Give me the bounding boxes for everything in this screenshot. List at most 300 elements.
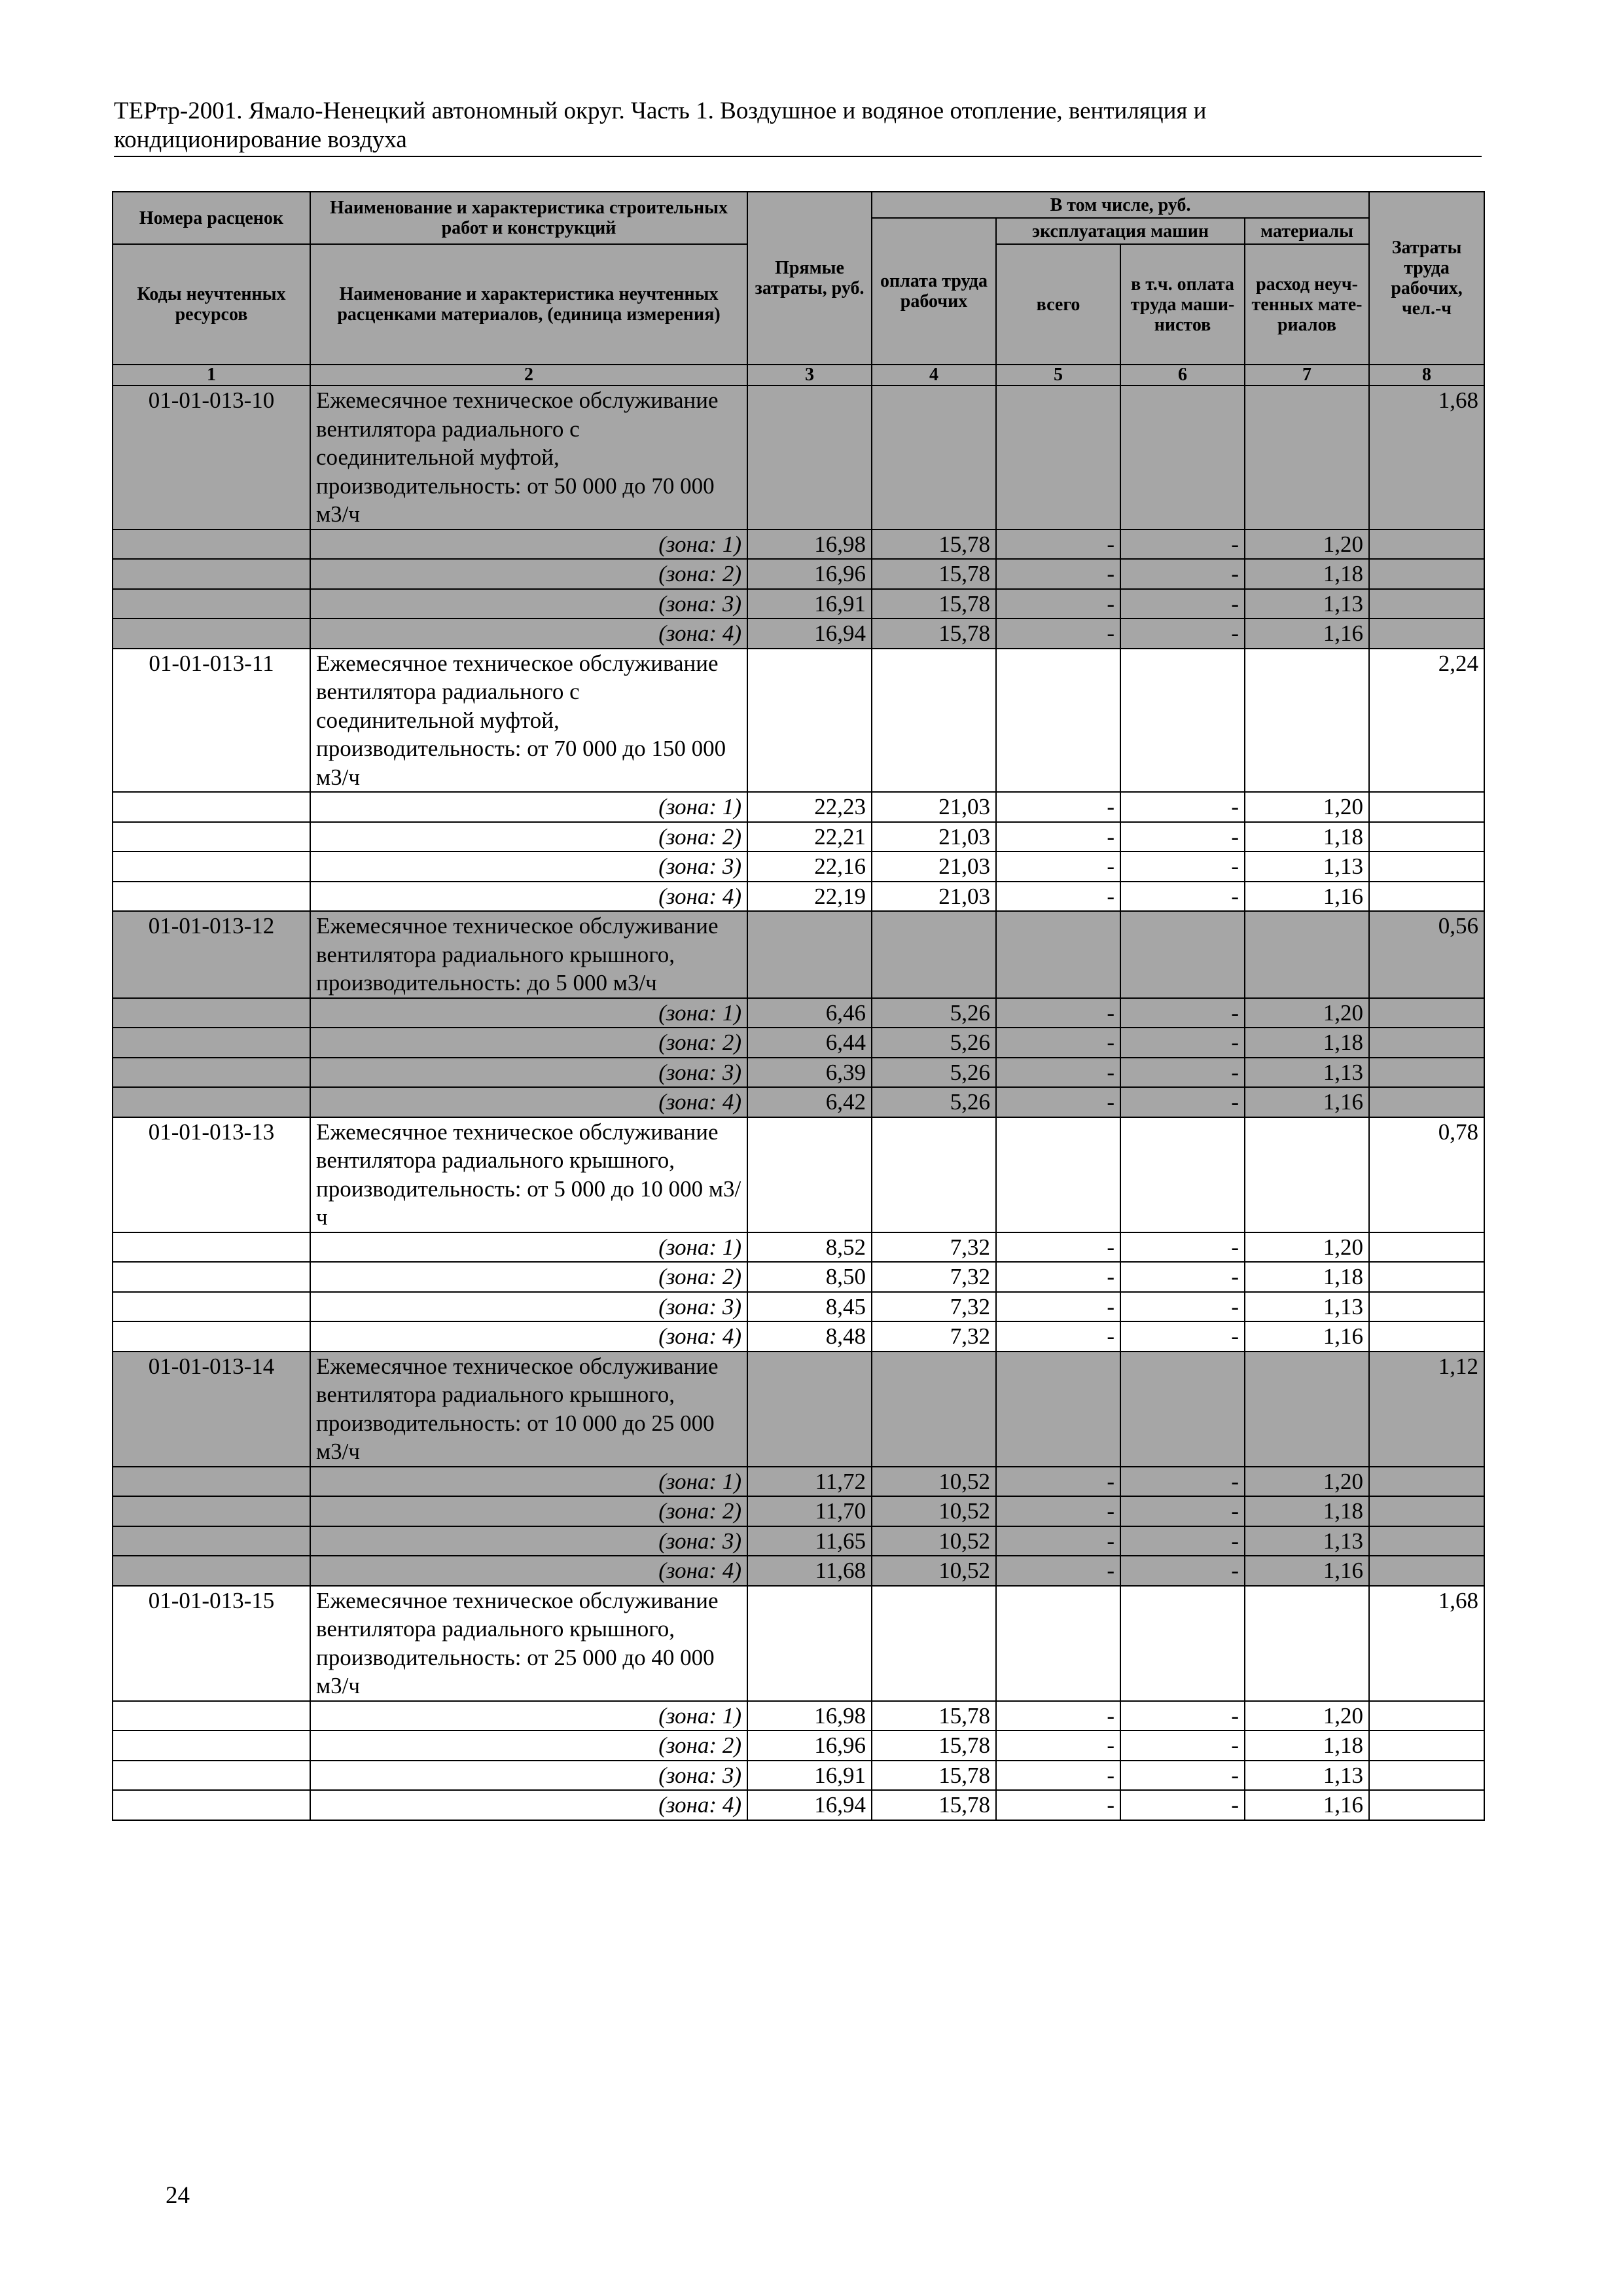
empty-cell <box>996 1117 1120 1232</box>
zone-label: (зона: 4) <box>310 882 747 912</box>
zone-label: (зона: 3) <box>310 1761 747 1791</box>
machines-total-value: - <box>996 1321 1120 1352</box>
empty-cell <box>1120 1117 1245 1232</box>
header-labor-pay: оплата труда рабочих <box>872 218 996 365</box>
empty-cell <box>113 882 310 912</box>
materials-value: 1,18 <box>1245 1028 1369 1058</box>
empty-cell <box>113 1232 310 1263</box>
empty-cell <box>1369 529 1484 560</box>
empty-cell <box>1245 1586 1369 1701</box>
rate-name-row <box>113 1352 1484 1467</box>
table-header <box>113 192 1484 386</box>
empty-cell <box>872 911 996 998</box>
rate-entry <box>113 1352 1484 1586</box>
direct-cost-value: 16,94 <box>747 1790 872 1820</box>
materials-value: 1,13 <box>1245 1526 1369 1556</box>
materials-value: 1,18 <box>1245 822 1369 852</box>
header-title-line-1: ТЕРтр-2001. Ямало-Ненецкий автономный округ. Часть 1. Воздушное и водяное отопление, вентиляция и <box>114 98 1207 124</box>
empty-cell <box>1120 1586 1245 1701</box>
empty-cell <box>1369 1790 1484 1820</box>
zone-row <box>113 1321 1484 1352</box>
machinist-pay-value: - <box>1120 1761 1245 1791</box>
direct-cost-value: 22,16 <box>747 852 872 882</box>
machinist-pay-value: - <box>1120 589 1245 619</box>
empty-cell <box>113 998 310 1028</box>
empty-cell <box>996 911 1120 998</box>
direct-cost-value: 8,50 <box>747 1262 872 1292</box>
zone-row <box>113 1790 1484 1820</box>
machinist-pay-value: - <box>1120 529 1245 560</box>
empty-cell <box>1245 386 1369 529</box>
direct-cost-value: 6,44 <box>747 1028 872 1058</box>
empty-cell <box>1245 1117 1369 1232</box>
empty-cell <box>113 1496 310 1526</box>
empty-cell <box>1369 1232 1484 1263</box>
column-number: 4 <box>872 365 996 386</box>
direct-cost-value: 8,48 <box>747 1321 872 1352</box>
header-machines: эксплуатация машин <box>996 218 1245 244</box>
empty-cell <box>113 559 310 589</box>
machines-total-value: - <box>996 1731 1120 1761</box>
zone-label: (зона: 2) <box>310 1028 747 1058</box>
machines-total-value: - <box>996 1232 1120 1263</box>
machinist-pay-value: - <box>1120 1496 1245 1526</box>
direct-cost-value: 8,45 <box>747 1292 872 1322</box>
header-direct-costs: Прямые затраты, руб. <box>747 192 872 365</box>
header-rate-numbers: Номера расценок <box>113 192 310 244</box>
empty-cell <box>996 1586 1120 1701</box>
machines-total-value: - <box>996 1701 1120 1731</box>
labor-pay-value: 10,52 <box>872 1556 996 1586</box>
empty-cell <box>1120 911 1245 998</box>
materials-value: 1,13 <box>1245 852 1369 882</box>
materials-value: 1,13 <box>1245 1761 1369 1791</box>
zone-row <box>113 882 1484 912</box>
machines-total-value: - <box>996 619 1120 649</box>
empty-cell <box>872 386 996 529</box>
empty-cell <box>1369 619 1484 649</box>
machinist-pay-value: - <box>1120 1232 1245 1263</box>
empty-cell <box>113 1058 310 1088</box>
column-number: 2 <box>310 365 747 386</box>
direct-cost-value: 6,42 <box>747 1087 872 1117</box>
empty-cell <box>1369 822 1484 852</box>
empty-cell <box>1120 1352 1245 1467</box>
rate-description: Ежемесячное техническое обслуживание вентилятора радиального с соединительной муфтой, производительность: от 70 000 до 150 000 м3/ч <box>310 649 747 793</box>
zone-label: (зона: 3) <box>310 1058 747 1088</box>
labor-pay-value: 7,32 <box>872 1292 996 1322</box>
machines-total-value: - <box>996 1087 1120 1117</box>
materials-value: 1,16 <box>1245 1556 1369 1586</box>
empty-cell <box>113 619 310 649</box>
empty-cell <box>113 1292 310 1322</box>
empty-cell <box>1369 1761 1484 1791</box>
zone-row <box>113 589 1484 619</box>
labor-pay-value: 5,26 <box>872 1028 996 1058</box>
machinist-pay-value: - <box>1120 1467 1245 1497</box>
materials-value: 1,13 <box>1245 1292 1369 1322</box>
rate-entry <box>113 911 1484 1117</box>
machines-total-value: - <box>996 1058 1120 1088</box>
zone-label: (зона: 2) <box>310 559 747 589</box>
empty-cell <box>1369 1731 1484 1761</box>
direct-cost-value: 16,94 <box>747 619 872 649</box>
machines-total-value: - <box>996 998 1120 1028</box>
machinist-pay-value: - <box>1120 1556 1245 1586</box>
labor-cost-value: 0,78 <box>1369 1117 1484 1232</box>
rate-code: 01-01-013-12 <box>113 911 310 998</box>
direct-cost-value: 22,19 <box>747 882 872 912</box>
materials-value: 1,18 <box>1245 559 1369 589</box>
machines-total-value: - <box>996 822 1120 852</box>
column-number: 6 <box>1120 365 1245 386</box>
materials-value: 1,13 <box>1245 589 1369 619</box>
empty-cell <box>1369 1058 1484 1088</box>
labor-pay-value: 7,32 <box>872 1321 996 1352</box>
zone-row <box>113 619 1484 649</box>
empty-cell <box>113 792 310 822</box>
rate-code: 01-01-013-13 <box>113 1117 310 1232</box>
machinist-pay-value: - <box>1120 1058 1245 1088</box>
zone-row <box>113 1731 1484 1761</box>
zone-row <box>113 1761 1484 1791</box>
zone-row <box>113 822 1484 852</box>
labor-pay-value: 7,32 <box>872 1232 996 1263</box>
empty-cell <box>996 1352 1120 1467</box>
empty-cell <box>113 852 310 882</box>
empty-cell <box>113 1028 310 1058</box>
rate-description: Ежемесячное техническое обслуживание вентилятора радиального крышного, производительность: до 5 000 м3/ч <box>310 911 747 998</box>
zone-label: (зона: 4) <box>310 1087 747 1117</box>
machines-total-value: - <box>996 1761 1120 1791</box>
machinist-pay-value: - <box>1120 1790 1245 1820</box>
empty-cell <box>113 822 310 852</box>
direct-cost-value: 16,91 <box>747 1761 872 1791</box>
labor-pay-value: 21,03 <box>872 882 996 912</box>
zone-row <box>113 1087 1484 1117</box>
materials-value: 1,16 <box>1245 1790 1369 1820</box>
direct-cost-value: 16,98 <box>747 1701 872 1731</box>
machines-total-value: - <box>996 1467 1120 1497</box>
machines-total-value: - <box>996 589 1120 619</box>
empty-cell <box>747 649 872 793</box>
empty-cell <box>1369 1292 1484 1322</box>
empty-cell <box>113 1790 310 1820</box>
labor-pay-value: 21,03 <box>872 852 996 882</box>
machines-total-value: - <box>996 1790 1120 1820</box>
header-work-name: Наименование и характеристика строительных работ и конструкций <box>310 192 747 244</box>
zone-label: (зона: 4) <box>310 619 747 649</box>
rate-name-row <box>113 1586 1484 1701</box>
empty-cell <box>747 1586 872 1701</box>
zone-label: (зона: 1) <box>310 998 747 1028</box>
machines-total-value: - <box>996 1526 1120 1556</box>
labor-cost-value: 1,68 <box>1369 1586 1484 1701</box>
empty-cell <box>113 1467 310 1497</box>
machinist-pay-value: - <box>1120 852 1245 882</box>
zone-label: (зона: 4) <box>310 1556 747 1586</box>
zone-label: (зона: 1) <box>310 1232 747 1263</box>
materials-value: 1,18 <box>1245 1262 1369 1292</box>
header-machinist-pay: в т.ч. оплата труда маши-нистов <box>1120 244 1245 365</box>
machinist-pay-value: - <box>1120 882 1245 912</box>
empty-cell <box>1369 1028 1484 1058</box>
rate-description: Ежемесячное техническое обслуживание вентилятора радиального крышного, производительность: от 5 000 до 10 000 м3/ч <box>310 1117 747 1232</box>
direct-cost-value: 8,52 <box>747 1232 872 1263</box>
labor-pay-value: 5,26 <box>872 1087 996 1117</box>
header-machines-total: всего <box>996 244 1120 365</box>
rate-entry <box>113 1586 1484 1820</box>
empty-cell <box>113 1321 310 1352</box>
labor-pay-value: 10,52 <box>872 1467 996 1497</box>
empty-cell <box>113 1556 310 1586</box>
machinist-pay-value: - <box>1120 792 1245 822</box>
empty-cell <box>996 649 1120 793</box>
zone-label: (зона: 2) <box>310 822 747 852</box>
machinist-pay-value: - <box>1120 1087 1245 1117</box>
empty-cell <box>1369 1701 1484 1731</box>
materials-value: 1,18 <box>1245 1496 1369 1526</box>
materials-value: 1,18 <box>1245 1731 1369 1761</box>
labor-pay-value: 15,78 <box>872 1761 996 1791</box>
header-labor-cost: Затраты труда рабочих, чел.-ч <box>1369 192 1484 365</box>
machinist-pay-value: - <box>1120 559 1245 589</box>
labor-pay-value: 15,78 <box>872 559 996 589</box>
machinist-pay-value: - <box>1120 1262 1245 1292</box>
zone-label: (зона: 3) <box>310 852 747 882</box>
empty-cell <box>1369 1467 1484 1497</box>
machinist-pay-value: - <box>1120 1028 1245 1058</box>
materials-value: 1,13 <box>1245 1058 1369 1088</box>
machines-total-value: - <box>996 1496 1120 1526</box>
empty-cell <box>1245 649 1369 793</box>
header-materials: материалы <box>1245 218 1369 244</box>
zone-row <box>113 559 1484 589</box>
zone-label: (зона: 1) <box>310 792 747 822</box>
empty-cell <box>1245 911 1369 998</box>
empty-cell <box>747 386 872 529</box>
zone-row <box>113 1028 1484 1058</box>
labor-cost-value: 2,24 <box>1369 649 1484 793</box>
empty-cell <box>1369 1526 1484 1556</box>
zone-label: (зона: 1) <box>310 1701 747 1731</box>
machinist-pay-value: - <box>1120 822 1245 852</box>
labor-pay-value: 7,32 <box>872 1262 996 1292</box>
empty-cell <box>1369 1496 1484 1526</box>
machinist-pay-value: - <box>1120 1321 1245 1352</box>
labor-pay-value: 5,26 <box>872 998 996 1028</box>
empty-cell <box>996 386 1120 529</box>
zone-row <box>113 1058 1484 1088</box>
machines-total-value: - <box>996 852 1120 882</box>
labor-pay-value: 15,78 <box>872 589 996 619</box>
direct-cost-value: 11,65 <box>747 1526 872 1556</box>
direct-cost-value: 6,46 <box>747 998 872 1028</box>
machines-total-value: - <box>996 529 1120 560</box>
empty-cell <box>747 1117 872 1232</box>
empty-cell <box>113 1731 310 1761</box>
empty-cell <box>1369 882 1484 912</box>
labor-pay-value: 15,78 <box>872 1701 996 1731</box>
labor-pay-value: 15,78 <box>872 619 996 649</box>
empty-cell <box>1369 1556 1484 1586</box>
zone-label: (зона: 3) <box>310 1292 747 1322</box>
zone-row <box>113 1701 1484 1731</box>
direct-cost-value: 16,96 <box>747 559 872 589</box>
column-number: 3 <box>747 365 872 386</box>
empty-cell <box>113 529 310 560</box>
direct-cost-value: 22,21 <box>747 822 872 852</box>
empty-cell <box>1369 1321 1484 1352</box>
machines-total-value: - <box>996 559 1120 589</box>
machinist-pay-value: - <box>1120 1526 1245 1556</box>
rate-description: Ежемесячное техническое обслуживание вентилятора радиального крышного, производительность: от 10 000 до 25 000 м3/ч <box>310 1352 747 1467</box>
labor-pay-value: 21,03 <box>872 822 996 852</box>
zone-label: (зона: 2) <box>310 1496 747 1526</box>
header-materials-consumption: расход неуч-тенных мате-риалов <box>1245 244 1369 365</box>
materials-value: 1,20 <box>1245 1232 1369 1263</box>
labor-cost-value: 1,68 <box>1369 386 1484 529</box>
labor-pay-value: 5,26 <box>872 1058 996 1088</box>
rate-entry <box>113 649 1484 912</box>
empty-cell <box>1369 792 1484 822</box>
materials-value: 1,20 <box>1245 529 1369 560</box>
machinist-pay-value: - <box>1120 1701 1245 1731</box>
zone-row <box>113 1292 1484 1322</box>
zone-label: (зона: 1) <box>310 529 747 560</box>
empty-cell <box>1369 589 1484 619</box>
machines-total-value: - <box>996 1028 1120 1058</box>
column-numbers-row <box>113 365 1484 386</box>
zone-row <box>113 1526 1484 1556</box>
materials-value: 1,20 <box>1245 1701 1369 1731</box>
materials-value: 1,16 <box>1245 1321 1369 1352</box>
empty-cell <box>113 1701 310 1731</box>
zone-row <box>113 1496 1484 1526</box>
empty-cell <box>113 1526 310 1556</box>
empty-cell <box>113 589 310 619</box>
zone-label: (зона: 2) <box>310 1731 747 1761</box>
labor-cost-value: 1,12 <box>1369 1352 1484 1467</box>
zone-label: (зона: 3) <box>310 1526 747 1556</box>
zone-label: (зона: 4) <box>310 1790 747 1820</box>
column-number: 1 <box>113 365 310 386</box>
empty-cell <box>1369 559 1484 589</box>
rate-name-row <box>113 911 1484 998</box>
empty-cell <box>872 649 996 793</box>
direct-cost-value: 11,68 <box>747 1556 872 1586</box>
header-resource-codes: Коды неучтенных ресурсов <box>113 244 310 365</box>
empty-cell <box>1369 998 1484 1028</box>
machines-total-value: - <box>996 1262 1120 1292</box>
rates-table <box>112 191 1485 1821</box>
machines-total-value: - <box>996 1292 1120 1322</box>
column-number: 7 <box>1245 365 1369 386</box>
direct-cost-value: 11,70 <box>747 1496 872 1526</box>
rate-entry <box>113 1117 1484 1352</box>
empty-cell <box>1120 649 1245 793</box>
labor-pay-value: 10,52 <box>872 1526 996 1556</box>
header-material-name: Наименование и характеристика неучтенных расценками материалов, (единица измерения) <box>310 244 747 365</box>
zone-label: (зона: 3) <box>310 589 747 619</box>
rate-description: Ежемесячное техническое обслуживание вентилятора радиального крышного, производительность: от 25 000 до 40 000 м3/ч <box>310 1586 747 1701</box>
empty-cell <box>1369 1087 1484 1117</box>
zone-label: (зона: 1) <box>310 1467 747 1497</box>
labor-pay-value: 15,78 <box>872 529 996 560</box>
direct-cost-value: 22,23 <box>747 792 872 822</box>
materials-value: 1,16 <box>1245 1087 1369 1117</box>
machines-total-value: - <box>996 882 1120 912</box>
empty-cell <box>747 911 872 998</box>
materials-value: 1,16 <box>1245 619 1369 649</box>
rate-description: Ежемесячное техническое обслуживание вентилятора радиального с соединительной муфтой, производительность: от 50 000 до 70 000 м3/ч <box>310 386 747 529</box>
rate-code: 01-01-013-10 <box>113 386 310 529</box>
empty-cell <box>1245 1352 1369 1467</box>
rate-name-row <box>113 1117 1484 1232</box>
materials-value: 1,16 <box>1245 882 1369 912</box>
empty-cell <box>113 1087 310 1117</box>
labor-pay-value: 21,03 <box>872 792 996 822</box>
page-number: 24 <box>166 2182 190 2209</box>
direct-cost-value: 16,96 <box>747 1731 872 1761</box>
zone-row <box>113 1556 1484 1586</box>
rate-name-row <box>113 649 1484 793</box>
zone-row <box>113 852 1484 882</box>
labor-cost-value: 0,56 <box>1369 911 1484 998</box>
materials-value: 1,20 <box>1245 998 1369 1028</box>
empty-cell <box>1369 1262 1484 1292</box>
header-title-line-2: кондиционирование воздуха <box>114 126 407 153</box>
zone-row <box>113 529 1484 560</box>
labor-pay-value: 10,52 <box>872 1496 996 1526</box>
materials-value: 1,20 <box>1245 1467 1369 1497</box>
empty-cell <box>872 1586 996 1701</box>
empty-cell <box>113 1262 310 1292</box>
labor-pay-value: 15,78 <box>872 1731 996 1761</box>
zone-row <box>113 1467 1484 1497</box>
direct-cost-value: 16,98 <box>747 529 872 560</box>
machinist-pay-value: - <box>1120 1292 1245 1322</box>
direct-cost-value: 16,91 <box>747 589 872 619</box>
direct-cost-value: 6,39 <box>747 1058 872 1088</box>
zone-row <box>113 1232 1484 1263</box>
machines-total-value: - <box>996 792 1120 822</box>
zone-label: (зона: 2) <box>310 1262 747 1292</box>
machinist-pay-value: - <box>1120 998 1245 1028</box>
empty-cell <box>113 1761 310 1791</box>
zone-row <box>113 1262 1484 1292</box>
machinist-pay-value: - <box>1120 1731 1245 1761</box>
empty-cell <box>747 1352 872 1467</box>
header-including: В том числе, руб. <box>872 192 1369 218</box>
zone-row <box>113 998 1484 1028</box>
empty-cell <box>1120 386 1245 529</box>
rate-code: 01-01-013-15 <box>113 1586 310 1701</box>
empty-cell <box>872 1117 996 1232</box>
rate-code: 01-01-013-14 <box>113 1352 310 1467</box>
empty-cell <box>872 1352 996 1467</box>
rate-entry <box>113 386 1484 649</box>
machines-total-value: - <box>996 1556 1120 1586</box>
labor-pay-value: 15,78 <box>872 1790 996 1820</box>
column-number: 8 <box>1369 365 1484 386</box>
rate-name-row <box>113 386 1484 529</box>
zone-row <box>113 792 1484 822</box>
rate-code: 01-01-013-11 <box>113 649 310 793</box>
direct-cost-value: 11,72 <box>747 1467 872 1497</box>
zone-label: (зона: 4) <box>310 1321 747 1352</box>
page-header <box>114 97 1482 157</box>
